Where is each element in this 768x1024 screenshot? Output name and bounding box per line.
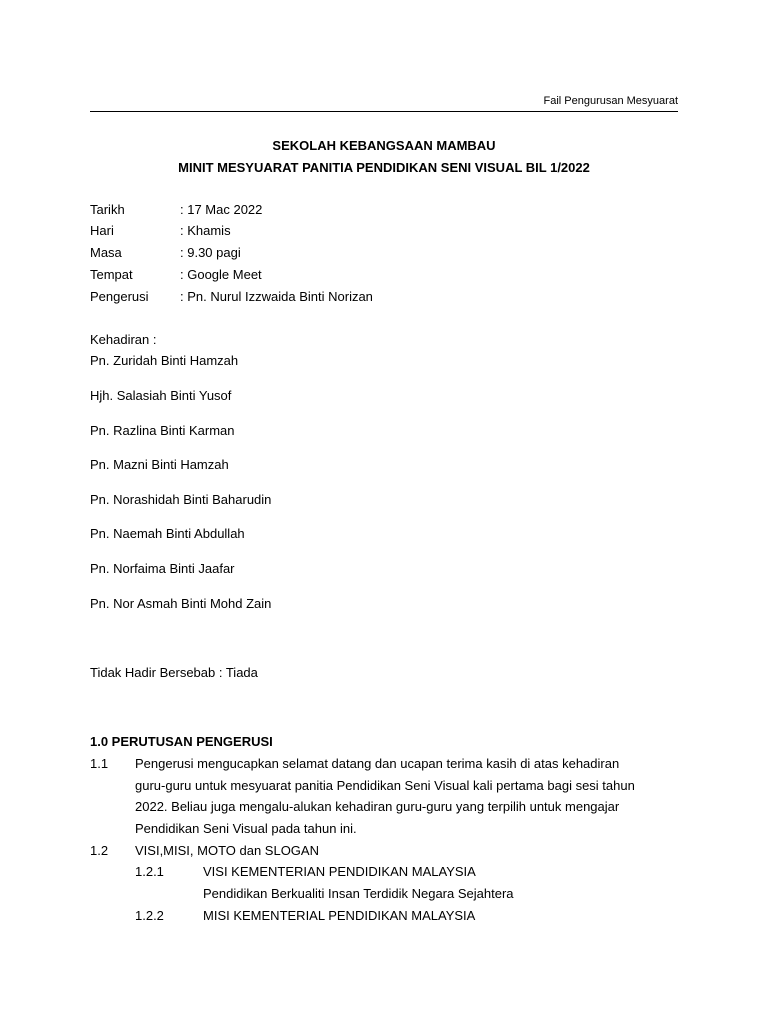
attendee-name: Pn. Zuridah Binti Hamzah [90,353,239,368]
attendee-name: Pn. Mazni Binti Hamzah [90,457,229,472]
attendee-name: Hjh. Salasiah Binti Yusof [90,388,232,403]
subitem-text: VISI KEMENTERIAN PENDIDIKAN MALAYSIA [203,864,476,879]
paragraph-line: 2022. Beliau juga mengalu-alukan kehadiran guru-guru yang terpilih untuk mengajar [135,799,620,814]
info-label: Masa [90,245,122,260]
attendee-name: Pn. Norashidah Binti Baharudin [90,492,272,507]
info-value: : Khamis [180,223,231,238]
info-value: : 9.30 pagi [180,245,241,260]
attendee-name: Pn. Naemah Binti Abdullah [90,526,245,541]
item-text: VISI,MISI, MOTO dan SLOGAN [135,843,319,858]
header-divider [90,111,678,112]
document-title [90,135,678,179]
info-label: Tempat [90,267,133,282]
info-value: : Pn. Nurul Izzwaida Binti Norizan [180,289,373,304]
paragraph-line: guru-guru untuk mesyuarat panitia Pendidikan Seni Visual kali pertama bagi sesi tahun [135,778,635,793]
info-value: : Google Meet [180,267,262,282]
minutes-title: MINIT MESYUARAT PANITIA PENDIDIKAN SENI VISUAL BIL 1/2022 [178,160,590,175]
paragraph-line: Pengerusi mengucapkan selamat datang dan ucapan terima kasih di atas kehadiran [135,756,620,771]
paragraph-line: Pendidikan Seni Visual pada tahun ini. [135,821,357,836]
section-heading: 1.0 PERUTUSAN PENGERUSI [90,734,273,749]
attendee-name: Pn. Razlina Binti Karman [90,423,235,438]
info-value: : 17 Mac 2022 [180,202,263,217]
subitem-number: 1.2.1 [135,864,164,879]
school-name: SEKOLAH KEBANGSAAN MAMBAU [272,138,496,153]
absent-note: Tidak Hadir Bersebab : Tiada [90,665,258,680]
attendance-heading: Kehadiran : [90,332,157,347]
subitem-text: MISI KEMENTERIAL PENDIDIKAN MALAYSIA [203,908,476,923]
item-number: 1.2 [90,843,109,858]
attendee-name: Pn. Norfaima Binti Jaafar [90,561,235,576]
info-label: Tarikh [90,202,125,217]
attendee-name: Pn. Nor Asmah Binti Mohd Zain [90,596,272,611]
info-label: Pengerusi [90,289,149,304]
item-number: 1.1 [90,756,109,771]
subitem-number: 1.2.2 [135,908,164,923]
header-label: Fail Pengurusan Mesyuarat [543,95,678,107]
info-label: Hari [90,223,114,238]
subitem-subtext: Pendidikan Berkualiti Insan Terdidik Negara Sejahtera [203,886,514,901]
